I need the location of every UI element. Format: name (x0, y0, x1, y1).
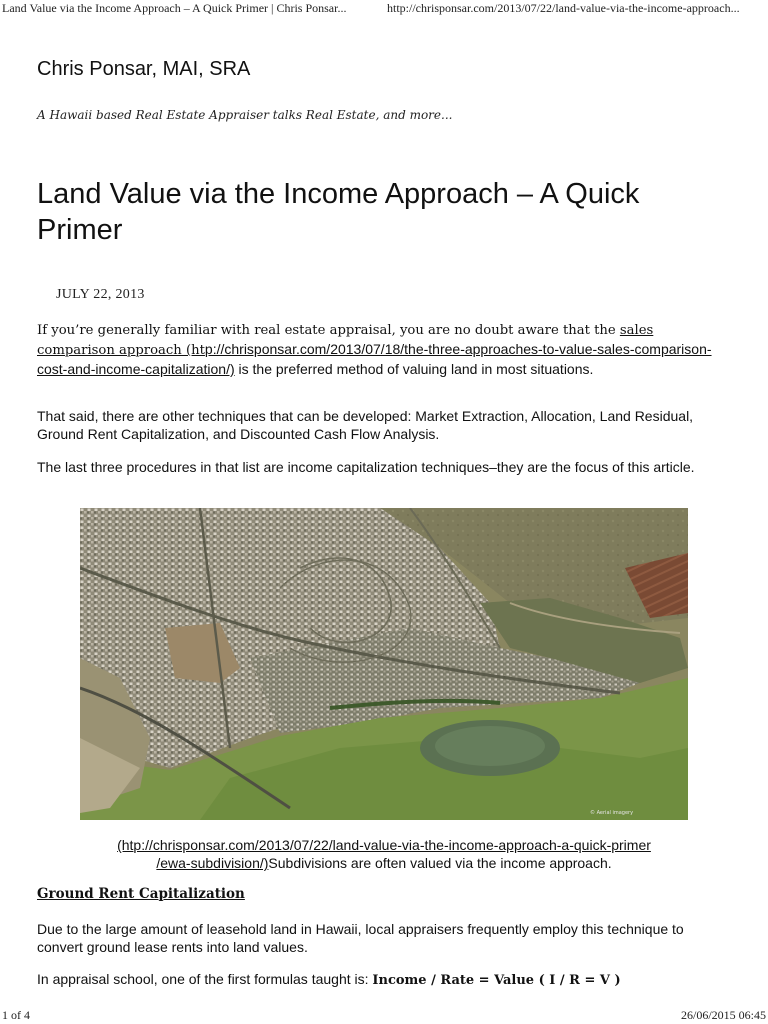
print-footer-page: 1 of 4 (2, 1008, 30, 1022)
print-footer-datetime: 26/06/2015 06:45 (680, 1008, 766, 1022)
site-title[interactable]: Chris Ponsar, MAI, SRA (37, 58, 251, 80)
print-header-title: Land Value via the Income Approach – A Quick Primer | Chris Ponsar... (2, 1, 347, 15)
caption-text: Subdivisions are often valued via the income approach. (268, 855, 612, 871)
section-heading-ground-rent: Ground Rent Capitalization (37, 886, 245, 902)
paragraph-1-rest: is the preferred method of valuing land in most situations. (234, 361, 594, 377)
site-tagline: A Hawaii based Real Estate Appraiser talks Real Estate, and more... (37, 108, 453, 122)
paragraph-4: Due to the large amount of leasehold land in Hawaii, local appraisers frequently employ this technique to convert ground lease rents into land values. (37, 921, 684, 955)
print-header (0, 0, 768, 16)
caption-link-url: p://chrisponsar.com/2013/07/22/land-value-via-the-income-approach-a-quick-primer (133, 837, 651, 853)
print-footer (0, 1008, 768, 1022)
paragraph-1 (37, 320, 727, 378)
paragraph-1-intro: If you’re generally familiar with real estate appraisal, you are no doubt aware that the (37, 323, 620, 338)
paragraph-5-intro: In appraisal school, one of the first formulas taught is: (37, 971, 373, 987)
caption-link-suffix: /ewa-subdivision/) (156, 855, 269, 871)
sales-comparison-link-label: sales comparison approach (ht (37, 323, 654, 358)
image-caption (40, 836, 728, 872)
print-header-url: http://chrisponsar.com/2013/07/22/land-value-via-the-income-approach... (387, 1, 740, 15)
sales-comparison-link-url: p://chrisponsar.com/2013/07/18/the-three-approaches-to-value-sales-comparison-cost-and-income-capitalization/) (37, 341, 712, 377)
aerial-subdivision-image[interactable] (80, 508, 688, 820)
caption-link-prefix: (ht (117, 837, 134, 853)
paragraph-5 (37, 970, 727, 990)
post-date: JULY 22, 2013 (56, 287, 145, 302)
paragraph-3: The last three procedures in that list are income capitalization techniques–they are the focus of this article. (37, 459, 695, 475)
paragraph-2: That said, there are other techniques that can be developed: Market Extraction, Allocation, Land Residual, Ground Rent Capitalization, and Discounted Cash Flow Analysis. (37, 408, 694, 442)
post-title: Land Value via the Income Approach – A Quick Primer (37, 178, 640, 246)
income-rate-value-formula: Income / Rate = Value ( I / R = V ) (372, 973, 621, 988)
svg-text:© Aerial imagery: © Aerial imagery (590, 810, 634, 816)
